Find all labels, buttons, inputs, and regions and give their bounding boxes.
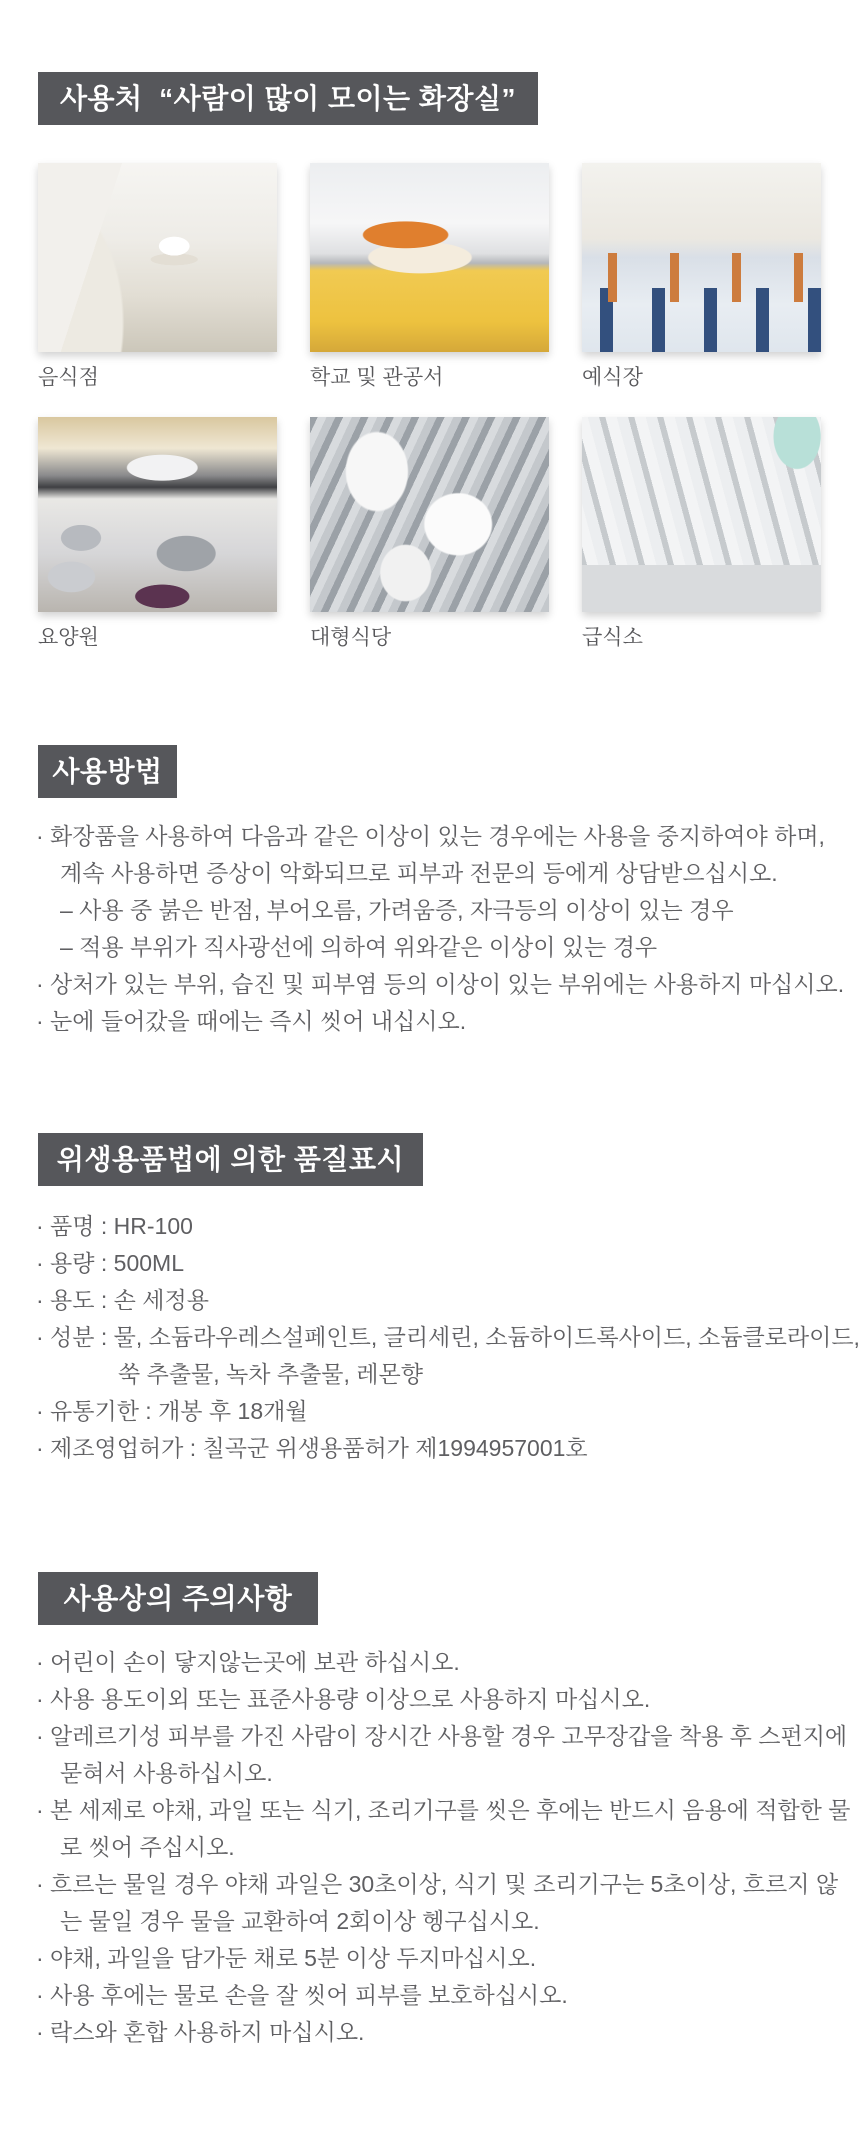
large-restaurant-photo — [310, 417, 549, 612]
precaution-line: 로 씻어 주십시오. — [60, 1834, 235, 1860]
precaution-line: · 흐르는 물일 경우 야채 과일은 30초이상, 식기 및 조리기구는 5초이상, 흐르지 않 — [36, 1871, 839, 1897]
section-header-usage-places: 사용처 “사람이 많이 모이는 화장실” — [38, 72, 538, 125]
photo-cell-school-government — [310, 163, 549, 391]
usage-method-line: – 적용 부위가 직사광선에 의하여 위와같은 이상이 있는 경우 — [60, 934, 658, 960]
photo-cell-food-service — [582, 417, 821, 651]
photo-cell-restaurant — [38, 163, 277, 391]
quality-label-line: · 품명 : HR-100 — [36, 1213, 193, 1239]
quality-label-line: · 성분 : 물, 소듐라우레스설페인트, 글리세린, 소듐하이드록사이드, 소듐클로라이드, — [36, 1324, 860, 1350]
photo-caption-large-restaurant: 대형식당 — [310, 626, 392, 649]
photo-caption-school-government: 학교 및 관공서 — [310, 366, 444, 389]
usage-method-line: · 화장품을 사용하여 다음과 같은 이상이 있는 경우에는 사용을 중지하여야 하며, — [36, 823, 825, 849]
photo-grid-row-1 — [38, 163, 821, 391]
precaution-line: · 어린이 손이 닿지않는곳에 보관 하십시오. — [36, 1649, 460, 1675]
photo-cell-large-restaurant — [310, 417, 549, 651]
usage-method-line: · 눈에 들어갔을 때에는 즉시 씻어 내십시오. — [36, 1008, 467, 1034]
photo-caption-wedding-hall: 예식장 — [582, 366, 643, 389]
photo-caption-nursing-home: 요양원 — [38, 626, 99, 649]
precaution-line: · 락스와 혼합 사용하지 마십시오. — [36, 2019, 365, 2045]
usage-method-line: · 상처가 있는 부위, 습진 및 피부염 등의 이상이 있는 부위에는 사용하지 마십시오. — [36, 971, 845, 997]
wedding-hall-photo — [582, 163, 821, 352]
photo-grid-row-2 — [38, 417, 821, 651]
school-government-photo — [310, 163, 549, 352]
food-service-photo — [582, 417, 821, 612]
precaution-line: · 본 세제로 야채, 과일 또는 식기, 조리기구를 씻은 후에는 반드시 음용에 적합한 물 — [36, 1797, 851, 1823]
precaution-line: 묻혀서 사용하십시오. — [60, 1760, 273, 1786]
precaution-line: · 사용 용도이외 또는 표준사용량 이상으로 사용하지 마십시오. — [36, 1686, 651, 1712]
precaution-line: · 야채, 과일을 담가둔 채로 5분 이상 두지마십시오. — [36, 1945, 537, 1971]
section-header-usage-method: 사용방법 — [38, 745, 177, 798]
usage-method-line: 계속 사용하면 증상이 악화되므로 피부과 전문의 등에게 상담받으십시오. — [60, 860, 778, 886]
photo-cell-wedding-hall — [582, 163, 821, 391]
photo-caption-restaurant: 음식점 — [38, 366, 99, 389]
quality-label-line: · 용도 : 손 세정용 — [36, 1287, 209, 1313]
quality-label-line: · 용량 : 500ML — [36, 1250, 184, 1276]
usage-method-line: – 사용 중 붉은 반점, 부어오름, 가려움증, 자극등의 이상이 있는 경우 — [60, 897, 734, 923]
photo-caption-food-service: 급식소 — [582, 626, 643, 649]
usage-method-list — [36, 818, 845, 1040]
quality-label-line: · 유통기한 : 개봉 후 18개월 — [36, 1398, 308, 1424]
quality-label-line: · 제조영업허가 : 칠곡군 위생용품허가 제1994957001호 — [36, 1435, 588, 1461]
section-header-precautions: 사용상의 주의사항 — [38, 1572, 318, 1625]
photo-cell-nursing-home — [38, 417, 277, 651]
precaution-line: · 알레르기성 피부를 가진 사람이 장시간 사용할 경우 고무장갑을 착용 후 스펀지에 — [36, 1723, 848, 1749]
restaurant-photo — [38, 163, 277, 352]
section-header-quality-label: 위생용품법에 의한 품질표시 — [38, 1133, 423, 1186]
precautions-list — [36, 1644, 851, 2051]
precaution-line: 는 물일 경우 물을 교환하여 2회이상 헹구십시오. — [60, 1908, 540, 1934]
nursing-home-photo — [38, 417, 277, 612]
quality-label-line: 쑥 추출물, 녹차 추출물, 레몬향 — [118, 1361, 423, 1387]
quality-label-list — [36, 1208, 860, 1467]
precaution-line: · 사용 후에는 물로 손을 잘 씻어 피부를 보호하십시오. — [36, 1982, 568, 2008]
